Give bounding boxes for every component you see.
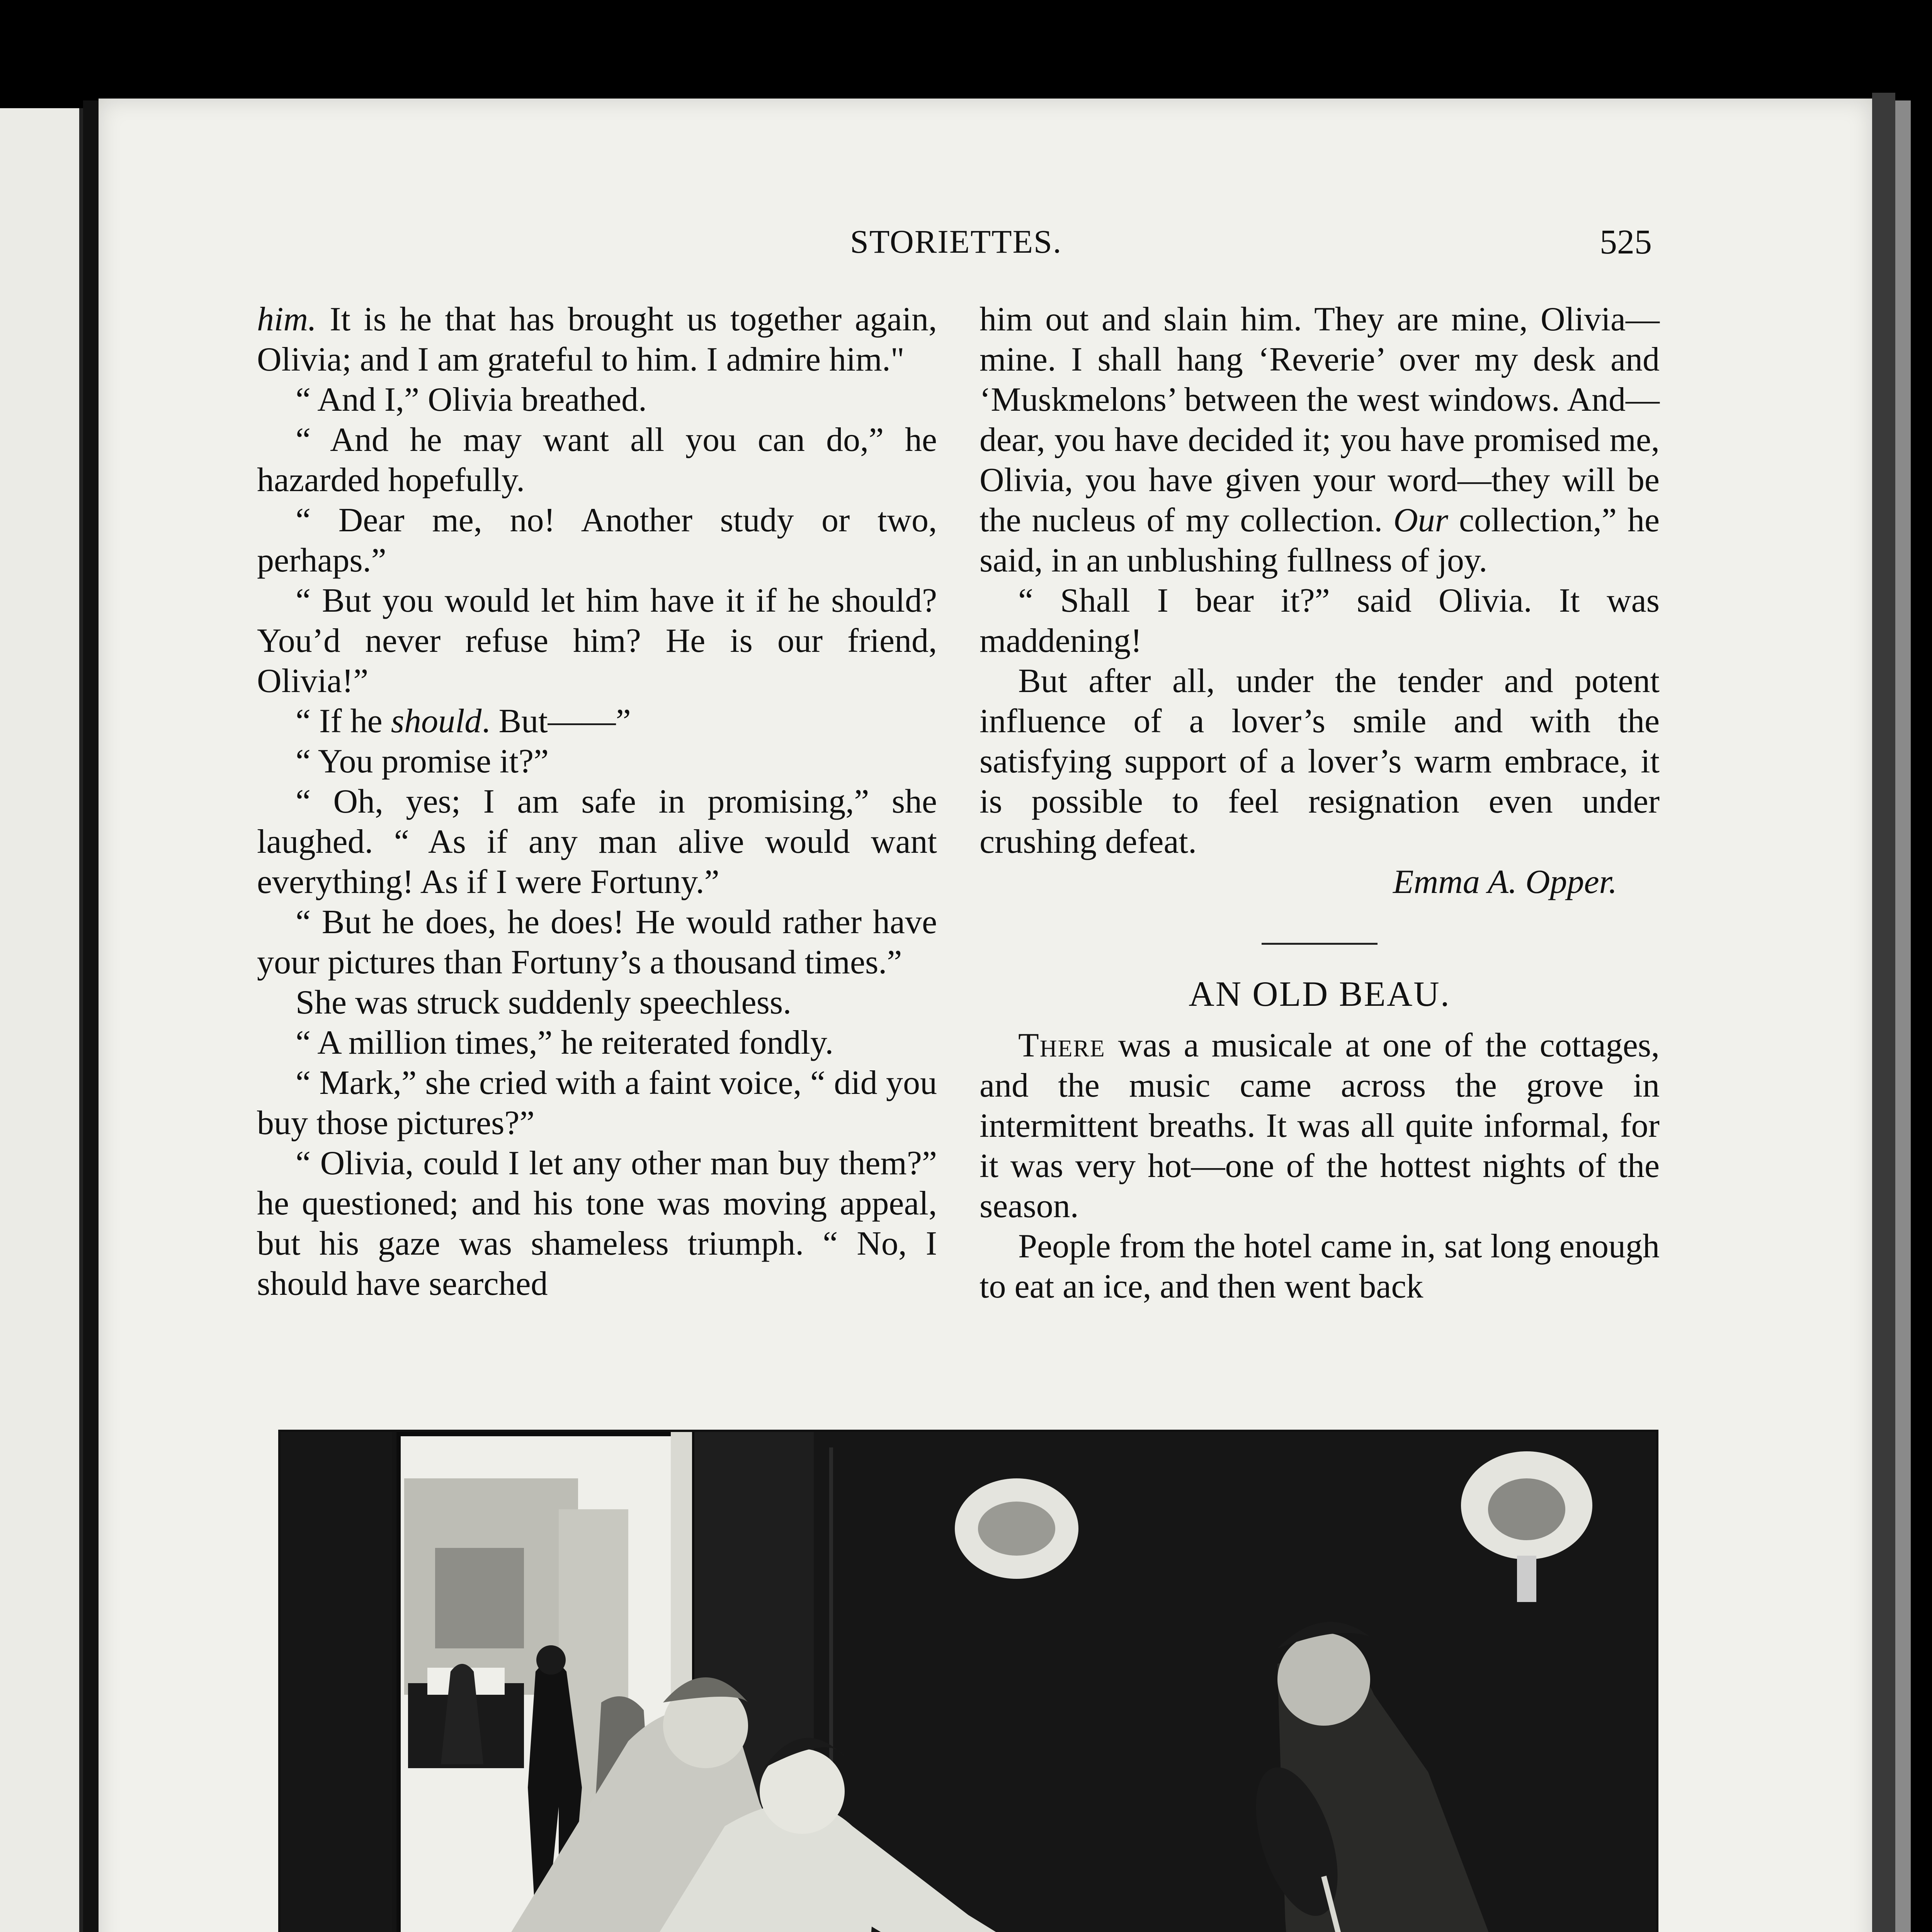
left-column-paragraph: “ Oh, yes; I am safe in promising,” she laughed. “ As if any man alive would want everything! As if I were Fortuny.” <box>257 783 937 901</box>
left-column-paragraph: “ A million times,” he reiterated fondly. <box>296 1024 834 1061</box>
right-column-paragraph: him out and slain him. They are mine, Olivia—mine. I shall hang ‘Reverie’ over my desk and ‘Muskmelons’ between the west windows. And—dear, you have decided it; you have promised me, Olivia, you have given your word—they will be the nucleus of my collection. Our collection,” he said, in an unblushing fullness of joy. <box>980 301 1660 579</box>
left-column-paragraph: “ If he should. But——” <box>296 702 631 740</box>
right-column-paragraph: “ Shall I bear it?” said Olivia. It was maddening! <box>980 582 1660 660</box>
left-column-paragraph: “ Dear me, no! Another study or two, perhaps.” <box>257 502 937 579</box>
left-text-column <box>257 299 937 1304</box>
right-column-paragraph: But after all, under the tender and potent influence of a lover’s smile and with the satisfying support of a lover’s warm embrace, it is possible to feel resignation even under crushing defeat. <box>980 662 1660 861</box>
scan-border-top <box>0 0 1932 100</box>
left-column-paragraph: “ But he does, he does! He would rather have your pictures than Fortuny’s a thousand times.” <box>257 903 937 981</box>
left-column-paragraph: She was struck suddenly speechless. <box>296 984 792 1021</box>
left-column-paragraph: “ Mark,” she cried with a faint voice, “ did you buy those pictures?” <box>257 1064 937 1142</box>
right-text-column <box>980 299 1660 1307</box>
book-gutter <box>83 100 99 1932</box>
running-header: STORIETTES. <box>850 223 1062 260</box>
story-opening <box>980 1026 1660 1307</box>
section-divider <box>1262 943 1378 945</box>
story-ending <box>980 299 1660 862</box>
author-signature: Emma A. Opper. <box>1393 863 1617 901</box>
old-beau-paragraph: People from the hotel came in, sat long enough to eat an ice, and then went back <box>980 1228 1660 1305</box>
left-column-paragraph: him. It is he that has brought us together again, Olivia; and I am grateful to him. I admire him." <box>257 301 937 378</box>
left-column-paragraph: “ And he may want all you can do,” he hazarded hopefully. <box>257 421 937 499</box>
page-edge-right <box>1872 93 1895 1932</box>
left-column-paragraph: “ But you would let him have it if he should? You’d never refuse him? He is our friend, Olivia!” <box>257 582 937 700</box>
facing-page-edge <box>0 108 83 1932</box>
page-edge-right-light <box>1895 100 1911 1932</box>
left-column-paragraph: “ Olivia, could I let any other man buy them?” he questioned; and his tone was moving appeal, but his gaze was shameless triumph. “ No, I should have searched <box>257 1145 937 1303</box>
story-illustration <box>278 1430 1658 1932</box>
story-title: AN OLD BEAU. <box>1189 974 1451 1014</box>
lead-word: There <box>1018 1027 1105 1064</box>
old-beau-paragraph: There was a musicale at one of the cottages, and the music came across the grove in intermittent breaths. It was all quite informal, for it was very hot—one of the hottest nights of the season. <box>980 1027 1660 1225</box>
left-column-paragraph: “ You promise it?” <box>296 743 549 780</box>
page-number: 525 <box>1600 223 1652 261</box>
left-column-paragraph: “ And I,” Olivia breathed. <box>296 381 647 418</box>
